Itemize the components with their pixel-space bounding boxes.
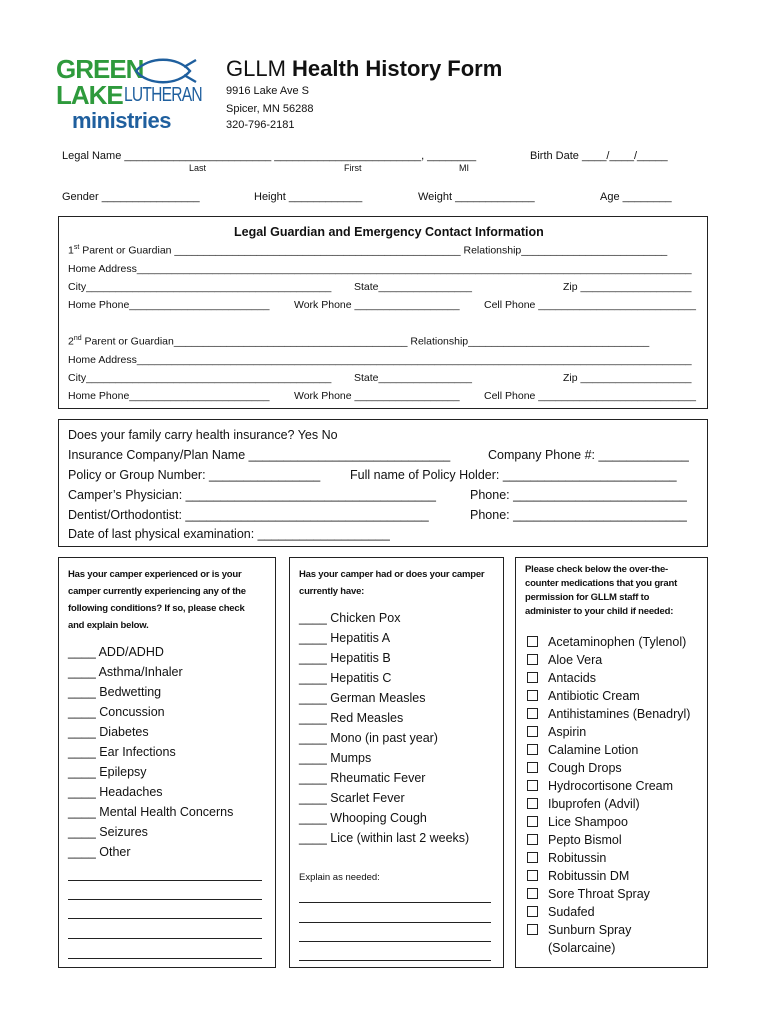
age-field[interactable]: Age ________: [600, 191, 672, 203]
explain-line[interactable]: [68, 938, 262, 939]
list-item[interactable]: ____ Headaches: [68, 785, 163, 799]
birth-date-field[interactable]: Birth Date ____/____/_____: [530, 150, 668, 162]
list-item[interactable]: ____ Bedwetting: [68, 685, 162, 699]
list-item[interactable]: Acetaminophen (Tylenol): [527, 635, 686, 649]
legal-name-field[interactable]: Legal Name ________________________ ________________________, ________: [62, 150, 477, 162]
list-item[interactable]: ____ Mental Health Concerns: [68, 805, 234, 819]
parent2-state[interactable]: State________________: [354, 372, 472, 384]
parent2-cell-phone[interactable]: Cell Phone ___________________________: [484, 390, 696, 402]
list-item[interactable]: ____ Mono (in past year): [299, 731, 438, 745]
parent1-state[interactable]: State________________: [354, 281, 472, 293]
policy-holder-field[interactable]: Full name of Policy Holder: _________________________: [350, 468, 677, 482]
list-item[interactable]: ____ ADD/ADHD: [68, 645, 164, 659]
diseases-heading: Has your camper had or does your camper currently have:: [299, 569, 485, 597]
list-item[interactable]: Sunburn Spray: [527, 923, 631, 937]
office-phone: 320-796-2181: [226, 119, 295, 131]
list-item[interactable]: ____ Red Measles: [299, 711, 404, 725]
checkbox[interactable]: [527, 744, 538, 755]
list-item[interactable]: ____ Scarlet Fever: [299, 791, 405, 805]
list-item[interactable]: Robitussin DM: [527, 869, 629, 883]
list-item[interactable]: ____ Rheumatic Fever: [299, 771, 426, 785]
list-item[interactable]: ____ Chicken Pox: [299, 611, 401, 625]
checkbox[interactable]: [527, 798, 538, 809]
address-line-2: Spicer, MN 56288: [226, 103, 314, 115]
insurance-question[interactable]: Does your family carry health insurance? Yes No: [68, 428, 338, 442]
checkbox[interactable]: [527, 816, 538, 827]
list-item[interactable]: Hydrocortisone Cream: [527, 779, 673, 793]
sub-label-last: Last: [189, 163, 207, 173]
explain-line[interactable]: [299, 960, 491, 961]
list-item[interactable]: ____ Hepatitis A: [299, 631, 391, 645]
parent2-row[interactable]: 2nd Parent or Guardian________________________________________ Relationship_______________________________: [68, 335, 650, 348]
list-item[interactable]: ____ Seizures: [68, 825, 148, 839]
list-item[interactable]: Aloe Vera: [527, 653, 602, 667]
checkbox[interactable]: [527, 672, 538, 683]
list-item-continuation: (Solarcaine): [548, 941, 616, 955]
list-item[interactable]: Antacids: [527, 671, 596, 685]
parent1-home-phone[interactable]: Home Phone________________________: [68, 299, 270, 311]
company-phone-field[interactable]: Company Phone #: _____________: [488, 448, 689, 462]
medications-heading: Please check below the over-the- counter medications that you grant permission for GLLM staff to administer to your child if needed:: [525, 564, 678, 617]
sub-label-mi: MI: [459, 163, 469, 173]
sub-label-first: First: [344, 163, 362, 173]
list-item[interactable]: Calamine Lotion: [527, 743, 638, 757]
gender-field[interactable]: Gender ________________: [62, 191, 200, 203]
list-item[interactable]: Aspirin: [527, 725, 586, 739]
list-item[interactable]: Sore Throat Spray: [527, 887, 650, 901]
list-item[interactable]: Sudafed: [527, 905, 595, 919]
list-item[interactable]: ____ German Measles: [299, 691, 426, 705]
list-item[interactable]: ____ Epilepsy: [68, 765, 147, 779]
parent1-work-phone[interactable]: Work Phone __________________: [294, 299, 460, 311]
checkbox[interactable]: [527, 924, 538, 935]
checkbox[interactable]: [527, 780, 538, 791]
list-item[interactable]: Antibiotic Cream: [527, 689, 640, 703]
explain-line[interactable]: [68, 880, 262, 881]
explain-line[interactable]: [68, 958, 262, 959]
title-prefix: GLLM: [226, 56, 286, 81]
parent1-zip[interactable]: Zip ___________________: [563, 281, 692, 293]
checkbox[interactable]: [527, 762, 538, 773]
list-item[interactable]: ____ Hepatitis C: [299, 671, 392, 685]
height-field[interactable]: Height ____________: [254, 191, 363, 203]
checkbox[interactable]: [527, 834, 538, 845]
parent2-work-phone[interactable]: Work Phone __________________: [294, 390, 460, 402]
parent1-home-address[interactable]: Home Address_______________________________________________________________________________________________: [68, 263, 692, 275]
list-item[interactable]: ____ Other: [68, 845, 131, 859]
checkbox[interactable]: [527, 870, 538, 881]
checkbox[interactable]: [527, 888, 538, 899]
checkbox[interactable]: [527, 852, 538, 863]
list-item[interactable]: ____ Whooping Cough: [299, 811, 427, 825]
physician-field[interactable]: Camper’s Physician: ____________________________________: [68, 488, 436, 502]
title-main: Health History Form: [292, 56, 503, 81]
list-item[interactable]: ____ Lice (within last 2 weeks): [299, 831, 470, 845]
list-item[interactable]: ____ Concussion: [68, 705, 165, 719]
logo-line-green: GREEN: [56, 54, 144, 84]
list-item[interactable]: ____ Mumps: [299, 751, 372, 765]
list-item[interactable]: Antihistamines (Benadryl): [527, 707, 690, 721]
logo-line-ministries: ministries: [72, 108, 171, 133]
list-item[interactable]: ____ Asthma/Inhaler: [68, 665, 183, 679]
checkbox[interactable]: [527, 636, 538, 647]
list-item[interactable]: ____ Diabetes: [68, 725, 149, 739]
explain-label: Explain as needed:: [299, 872, 380, 883]
parent2-home-phone[interactable]: Home Phone________________________: [68, 390, 270, 402]
explain-line[interactable]: [299, 922, 491, 923]
checkbox[interactable]: [527, 690, 538, 701]
checkbox[interactable]: [527, 708, 538, 719]
explain-line[interactable]: [68, 918, 262, 919]
checkbox[interactable]: [527, 726, 538, 737]
logo-line-lake: LAKE: [56, 80, 123, 110]
explain-line[interactable]: [68, 899, 262, 900]
policy-number-field[interactable]: Policy or Group Number: ________________: [68, 468, 321, 482]
dentist-phone-field[interactable]: Phone: _________________________: [470, 508, 687, 522]
parent1-city[interactable]: City__________________________________________: [68, 281, 332, 293]
dentist-field[interactable]: Dentist/Orthodontist: ___________________________________: [68, 508, 429, 522]
list-item[interactable]: Ibuprofen (Advil): [527, 797, 640, 811]
list-item[interactable]: Lice Shampoo: [527, 815, 628, 829]
physician-phone-field[interactable]: Phone: _________________________: [470, 488, 687, 502]
parent2-home-address[interactable]: Home Address_______________________________________________________________________________________________: [68, 354, 692, 366]
checkbox[interactable]: [527, 906, 538, 917]
fish-icon: [134, 58, 198, 84]
parent2-zip[interactable]: Zip ___________________: [563, 372, 692, 384]
page-title: [226, 56, 502, 82]
guardian-heading: Legal Guardian and Emergency Contact Information: [234, 225, 544, 239]
checkbox[interactable]: [527, 654, 538, 665]
explain-line[interactable]: [299, 902, 491, 903]
weight-field[interactable]: Weight _____________: [418, 191, 535, 203]
logo: [54, 54, 202, 134]
list-item[interactable]: Pepto Bismol: [527, 833, 622, 847]
list-item[interactable]: Robitussin: [527, 851, 606, 865]
insurance-company-field[interactable]: Insurance Company/Plan Name _____________________________: [68, 448, 451, 462]
conditions-heading: Has your camper experienced or is your camper currently experiencing any of the following conditions? If so, please check and explain below.: [68, 569, 246, 631]
parent1-cell-phone[interactable]: Cell Phone ___________________________: [484, 299, 696, 311]
list-item[interactable]: ____ Hepatitis B: [299, 651, 391, 665]
logo-line-lutheran: LUTHERAN: [124, 84, 202, 106]
parent1-row[interactable]: 1st Parent or Guardian _________________________________________________ Relationship_________________________: [68, 244, 668, 257]
list-item[interactable]: Cough Drops: [527, 761, 622, 775]
list-item[interactable]: ____ Ear Infections: [68, 745, 176, 759]
parent2-city[interactable]: City__________________________________________: [68, 372, 332, 384]
address-line-1: 9916 Lake Ave S: [226, 85, 309, 97]
explain-line[interactable]: [299, 941, 491, 942]
last-exam-field[interactable]: Date of last physical examination: ___________________: [68, 527, 390, 541]
